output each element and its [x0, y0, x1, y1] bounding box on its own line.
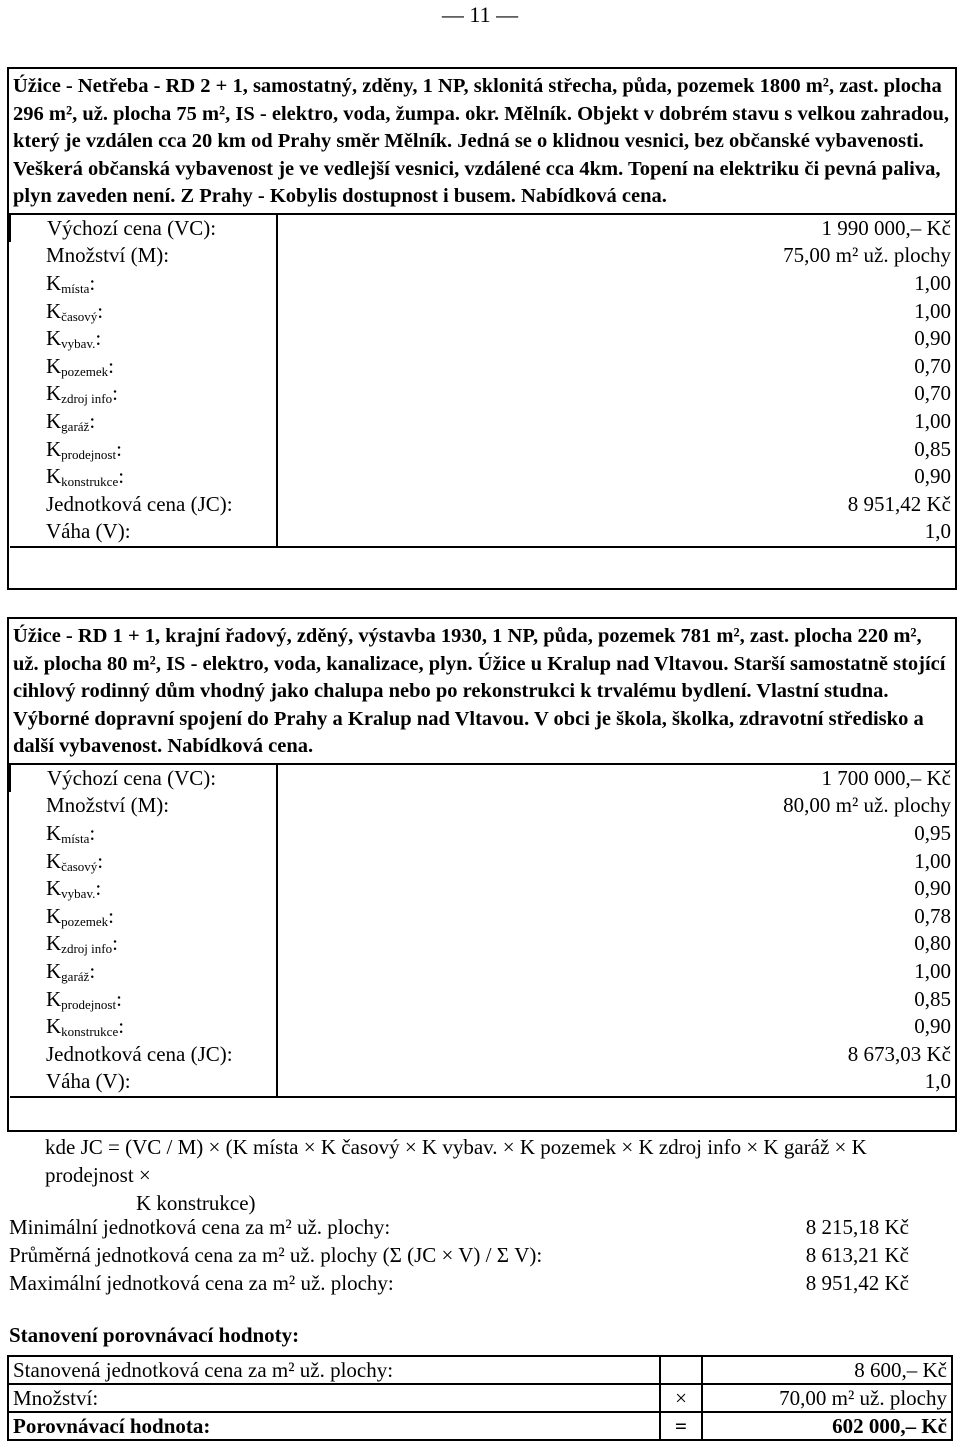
row-value: 0,90	[914, 464, 951, 489]
comparative-value-table	[7, 1355, 953, 1441]
row-label: Porovnávací hodnota:	[8, 1412, 660, 1440]
row-value: 1,00	[914, 848, 951, 873]
row-label: $K_{časový}$:	[10, 297, 277, 325]
row-label: Váha (V):	[10, 518, 277, 547]
row-value: 0,70	[914, 381, 951, 406]
row-label: Jednotková cena (JC):	[10, 490, 277, 518]
row-label: Množství (M):	[10, 242, 277, 270]
row-value: 8 673,03 Kč	[847, 1041, 951, 1066]
row-label: $K_{místa}$:	[10, 270, 277, 298]
table-row	[10, 518, 955, 547]
table-row	[10, 325, 955, 353]
row-label: $K_{konstrukce}$:	[10, 463, 277, 491]
row-value: 8 600,– Kč	[702, 1356, 952, 1384]
table-row	[10, 958, 955, 986]
table-row	[10, 463, 955, 491]
row-value: 70,00 m² už. plochy	[702, 1384, 952, 1412]
row-label: $K_{pozemek}$:	[10, 352, 277, 380]
table-row	[10, 847, 955, 875]
row-value: 0,80	[914, 931, 951, 956]
table-row	[8, 1356, 952, 1384]
row-label: $K_{vybav.}$:	[10, 875, 277, 903]
table-row	[10, 1013, 955, 1041]
row-label: Množství:	[8, 1384, 660, 1412]
comparative-value-heading: Stanovení porovnávací hodnoty:	[9, 1323, 300, 1347]
row-label: $K_{prodejnost}$:	[10, 435, 277, 463]
table-row	[8, 1384, 952, 1412]
row-value: 1,00	[914, 408, 951, 433]
row-value: 602 000,– Kč	[702, 1412, 952, 1440]
row-value: 1,00	[914, 298, 951, 323]
row-label: $K_{prodejnost}$:	[10, 985, 277, 1013]
row-label: $K_{pozemek}$:	[10, 902, 277, 930]
table-row	[10, 435, 955, 463]
row-value: 1,00	[914, 270, 951, 295]
table-row	[10, 408, 955, 436]
row-label: Jednotková cena (JC):	[10, 1040, 277, 1068]
summary-value: 8 613,21 Kč	[805, 1243, 909, 1267]
table-row	[10, 875, 955, 903]
summary-label: Průměrná jednotková cena za m² už. plochy (Σ (JC × V) / Σ V):	[9, 1243, 543, 1267]
row-value: 1,0	[277, 1068, 955, 1097]
row-operator: =	[660, 1412, 702, 1440]
comparable-property-2	[7, 617, 957, 1132]
table-row	[10, 820, 955, 848]
summary-label: Maximální jednotková cena za m² už. plochy:	[9, 1271, 394, 1295]
table-row	[10, 270, 955, 298]
table-row	[10, 902, 955, 930]
summary-row-max	[9, 1269, 909, 1297]
row-value: 1 990 000,– Kč	[277, 214, 955, 243]
row-value: 0,90	[914, 326, 951, 351]
formula-line-2: K konstrukce)	[136, 1191, 256, 1215]
row-value: 8 951,42 Kč	[847, 491, 951, 516]
table-row	[10, 985, 955, 1013]
comparable-property-1	[7, 67, 957, 590]
row-label: $K_{místa}$:	[10, 820, 277, 848]
row-value: 1 700 000,– Kč	[277, 764, 955, 793]
row-value: 75,00 m² už. plochy	[783, 243, 951, 268]
row-label: Výchozí cena (VC):	[10, 764, 277, 793]
formula-line-1: kde JC = (VC / M) × (K místa × K časový × K vybav. × K pozemek × K zdroj info × K garáž × K prodejnost ×	[45, 1135, 867, 1187]
row-label: Stanovená jednotková cena za m² už. plochy:	[8, 1356, 660, 1384]
row-value: 0,70	[914, 353, 951, 378]
row-operator: ×	[660, 1384, 702, 1412]
row-label: Váha (V):	[10, 1068, 277, 1097]
summary-value: 8 215,18 Kč	[805, 1215, 909, 1239]
table-row	[10, 214, 955, 243]
unit-price-formula	[45, 1133, 960, 1217]
row-value: 0,85	[914, 986, 951, 1011]
table-row	[10, 764, 955, 793]
row-label: $K_{vybav.}$:	[10, 325, 277, 353]
price-summary	[9, 1213, 909, 1297]
property-1-values-table	[9, 213, 955, 548]
row-label: $K_{zdroj info}$:	[10, 380, 277, 408]
table-row	[10, 297, 955, 325]
table-row	[10, 380, 955, 408]
row-label: $K_{garáž}$:	[10, 958, 277, 986]
row-label: Výchozí cena (VC):	[10, 214, 277, 243]
row-value: 1,0	[277, 518, 955, 547]
table-row	[10, 930, 955, 958]
table-row	[8, 1412, 952, 1440]
row-value: 0,90	[914, 1014, 951, 1039]
page-number: — 11 —	[441, 2, 519, 27]
table-row	[10, 1068, 955, 1097]
row-label: $K_{garáž}$:	[10, 408, 277, 436]
row-value: 0,90	[914, 876, 951, 901]
table-row	[10, 352, 955, 380]
row-value: 0,78	[914, 903, 951, 928]
property-2-values-table	[9, 763, 955, 1098]
summary-row-avg	[9, 1241, 909, 1269]
table-row	[10, 1040, 955, 1068]
row-label: $K_{zdroj info}$:	[10, 930, 277, 958]
summary-label: Minimální jednotková cena za m² už. plochy:	[9, 1215, 391, 1239]
row-label: $K_{časový}$:	[10, 847, 277, 875]
row-operator	[660, 1356, 702, 1384]
row-value: 0,95	[914, 820, 951, 845]
row-label: $K_{konstrukce}$:	[10, 1013, 277, 1041]
row-value: 0,85	[914, 436, 951, 461]
property-1-description: Úžice - Netřeba - RD 2 + 1, samostatný, zděny, 1 NP, sklonitá střecha, půda, pozemek 1800 m², zast. plocha 296 m², už. plocha 75 m², IS - elektro, voda, žumpa. okr. Mělník. Objekt v dobrém stavu s velkou zahradou, který je vzdálen cca 20 km od Prahy směr Mělník. Jedná se o klidnou vesnici, bez občanské vybavenosti. Veškerá občanská vybavenost je ve vedlejší vesnici, vzdálené cca 4km. Topení na elektriku či pevná paliva, plyn zaveden není. Z Prahy - Kobylis dostupnost i busem. Nabídková cena.	[13, 75, 949, 207]
row-value: 1,00	[914, 958, 951, 983]
summary-row-min	[9, 1213, 909, 1241]
summary-value: 8 951,42 Kč	[805, 1271, 909, 1295]
row-value: 80,00 m² už. plochy	[783, 793, 951, 818]
property-2-description: Úžice - RD 1 + 1, krajní řadový, zděný, výstavba 1930, 1 NP, půda, pozemek 781 m², zast. plocha 220 m², už. plocha 80 m², IS - elektro, voda, kanalizace, plyn. Úžice u Kralup nad Vltavou. Starší samostatně stojící cihlový rodinný dům vhodný jako chalupa nebo po rekonstrukci k trvalému bydlení. Vlastní studna. Výborné dopravní spojení do Prahy a Kralup nad Vltavou. V obci je škola, školka, zdravotní středisko a další vybavenost. Nabídková cena.	[13, 625, 946, 757]
table-row	[10, 242, 955, 270]
table-row	[10, 490, 955, 518]
row-label: Množství (M):	[10, 792, 277, 820]
table-row	[10, 792, 955, 820]
